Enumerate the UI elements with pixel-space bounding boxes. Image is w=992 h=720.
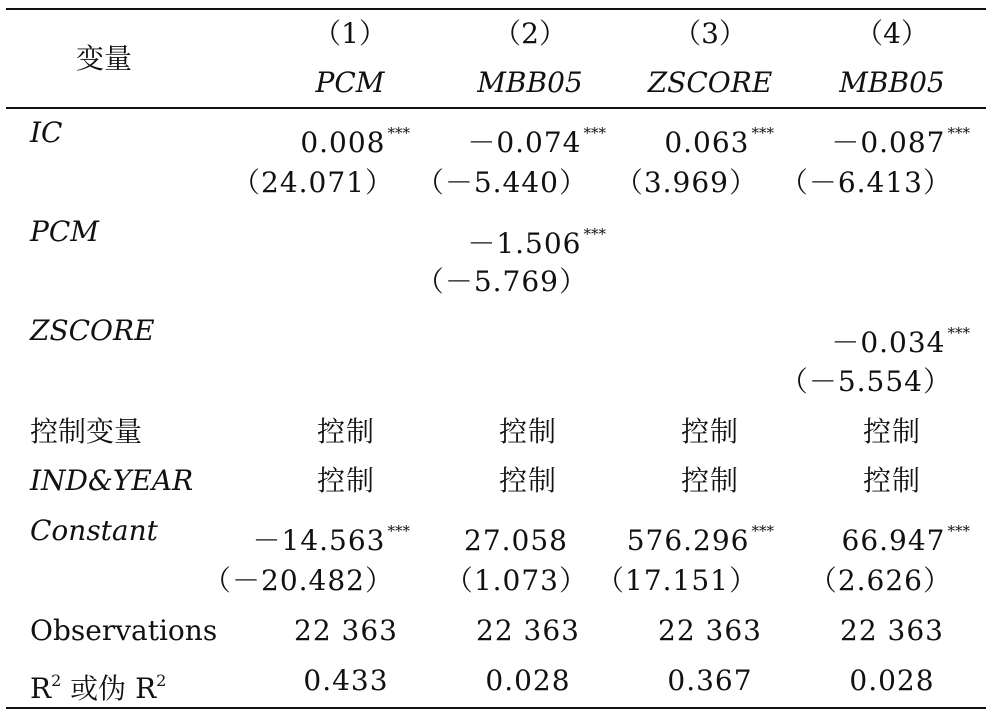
observations-4: 22 363 [840, 614, 944, 647]
column-3-number: （3） [673, 17, 747, 50]
constant-coef-1: －14.563 *** [252, 522, 410, 557]
significance-stars: *** [751, 124, 774, 142]
significance-stars: *** [583, 124, 606, 142]
constant-t-3: （17.151） [596, 564, 758, 597]
column-4-number: （4） [855, 17, 929, 50]
controls-1: 控制 [316, 415, 375, 448]
constant-coef-4: 66.947 *** [841, 522, 970, 557]
constant-t-2: （1.073） [444, 564, 588, 597]
ic-coef-3: 0.063 *** [664, 124, 774, 159]
bottom-rule [6, 707, 986, 709]
ic-t-4: （－6.413） [779, 166, 952, 199]
row-label-observations: Observations [30, 614, 218, 647]
significance-stars: *** [947, 324, 970, 342]
ic-t-2: （－5.440） [415, 166, 588, 199]
header-rule [6, 107, 986, 109]
ic-t-1: （24.071） [232, 166, 394, 199]
r2-1: 0.433 [303, 664, 389, 697]
ic-coef-4: －0.087 *** [831, 124, 970, 159]
row-label-controls: 控制变量 [30, 415, 143, 448]
column-2-name: MBB05 [477, 66, 583, 99]
observations-1: 22 363 [294, 614, 398, 647]
ic-coef-1: 0.008 *** [300, 124, 410, 159]
ind-year-2: 控制 [498, 464, 557, 497]
row-label-ind-year: IND&YEAR [30, 464, 194, 497]
ind-year-3: 控制 [680, 464, 739, 497]
column-1-name: PCM [315, 66, 385, 99]
ind-year-1: 控制 [316, 464, 375, 497]
row-label-ic: IC [30, 116, 63, 149]
top-rule [6, 8, 986, 10]
constant-t-1: （－20.482） [203, 564, 394, 597]
ic-t-3: （3.969） [614, 166, 758, 199]
column-1-number: （1） [313, 17, 387, 50]
column-3-name: ZSCORE [647, 66, 773, 99]
r2-2: 0.028 [485, 664, 571, 697]
column-4-name: MBB05 [839, 66, 945, 99]
significance-stars: *** [751, 522, 774, 540]
pcm-t-2: （－5.769） [415, 265, 588, 298]
constant-coef-3: 576.296 *** [626, 522, 774, 557]
significance-stars: *** [387, 124, 410, 142]
row-label-zscore: ZSCORE [30, 314, 155, 347]
r2-4: 0.028 [849, 664, 935, 697]
significance-stars: *** [947, 124, 970, 142]
controls-2: 控制 [498, 415, 557, 448]
column-2-number: （2） [493, 17, 567, 50]
controls-4: 控制 [862, 415, 921, 448]
variable-header: 变量 [76, 42, 133, 75]
observations-2: 22 363 [476, 614, 580, 647]
row-label-constant: Constant [30, 514, 158, 547]
zscore-coef-4: －0.034 *** [831, 324, 970, 359]
r2-3: 0.367 [667, 664, 753, 697]
controls-3: 控制 [680, 415, 739, 448]
significance-stars: *** [583, 225, 606, 243]
ind-year-4: 控制 [862, 464, 921, 497]
zscore-t-4: （－5.554） [779, 365, 952, 398]
observations-3: 22 363 [658, 614, 762, 647]
row-label-pcm: PCM [30, 215, 99, 248]
ic-coef-2: －0.074 *** [467, 124, 606, 159]
row-label-r2: $R^2$ 或伪 $R^2$ [30, 671, 167, 705]
constant-t-4: （2.626） [808, 564, 952, 597]
pcm-coef-2: －1.506 *** [467, 225, 606, 260]
significance-stars: *** [947, 522, 970, 540]
significance-stars: *** [387, 522, 410, 540]
constant-coef-2: 27.058 [464, 524, 568, 557]
